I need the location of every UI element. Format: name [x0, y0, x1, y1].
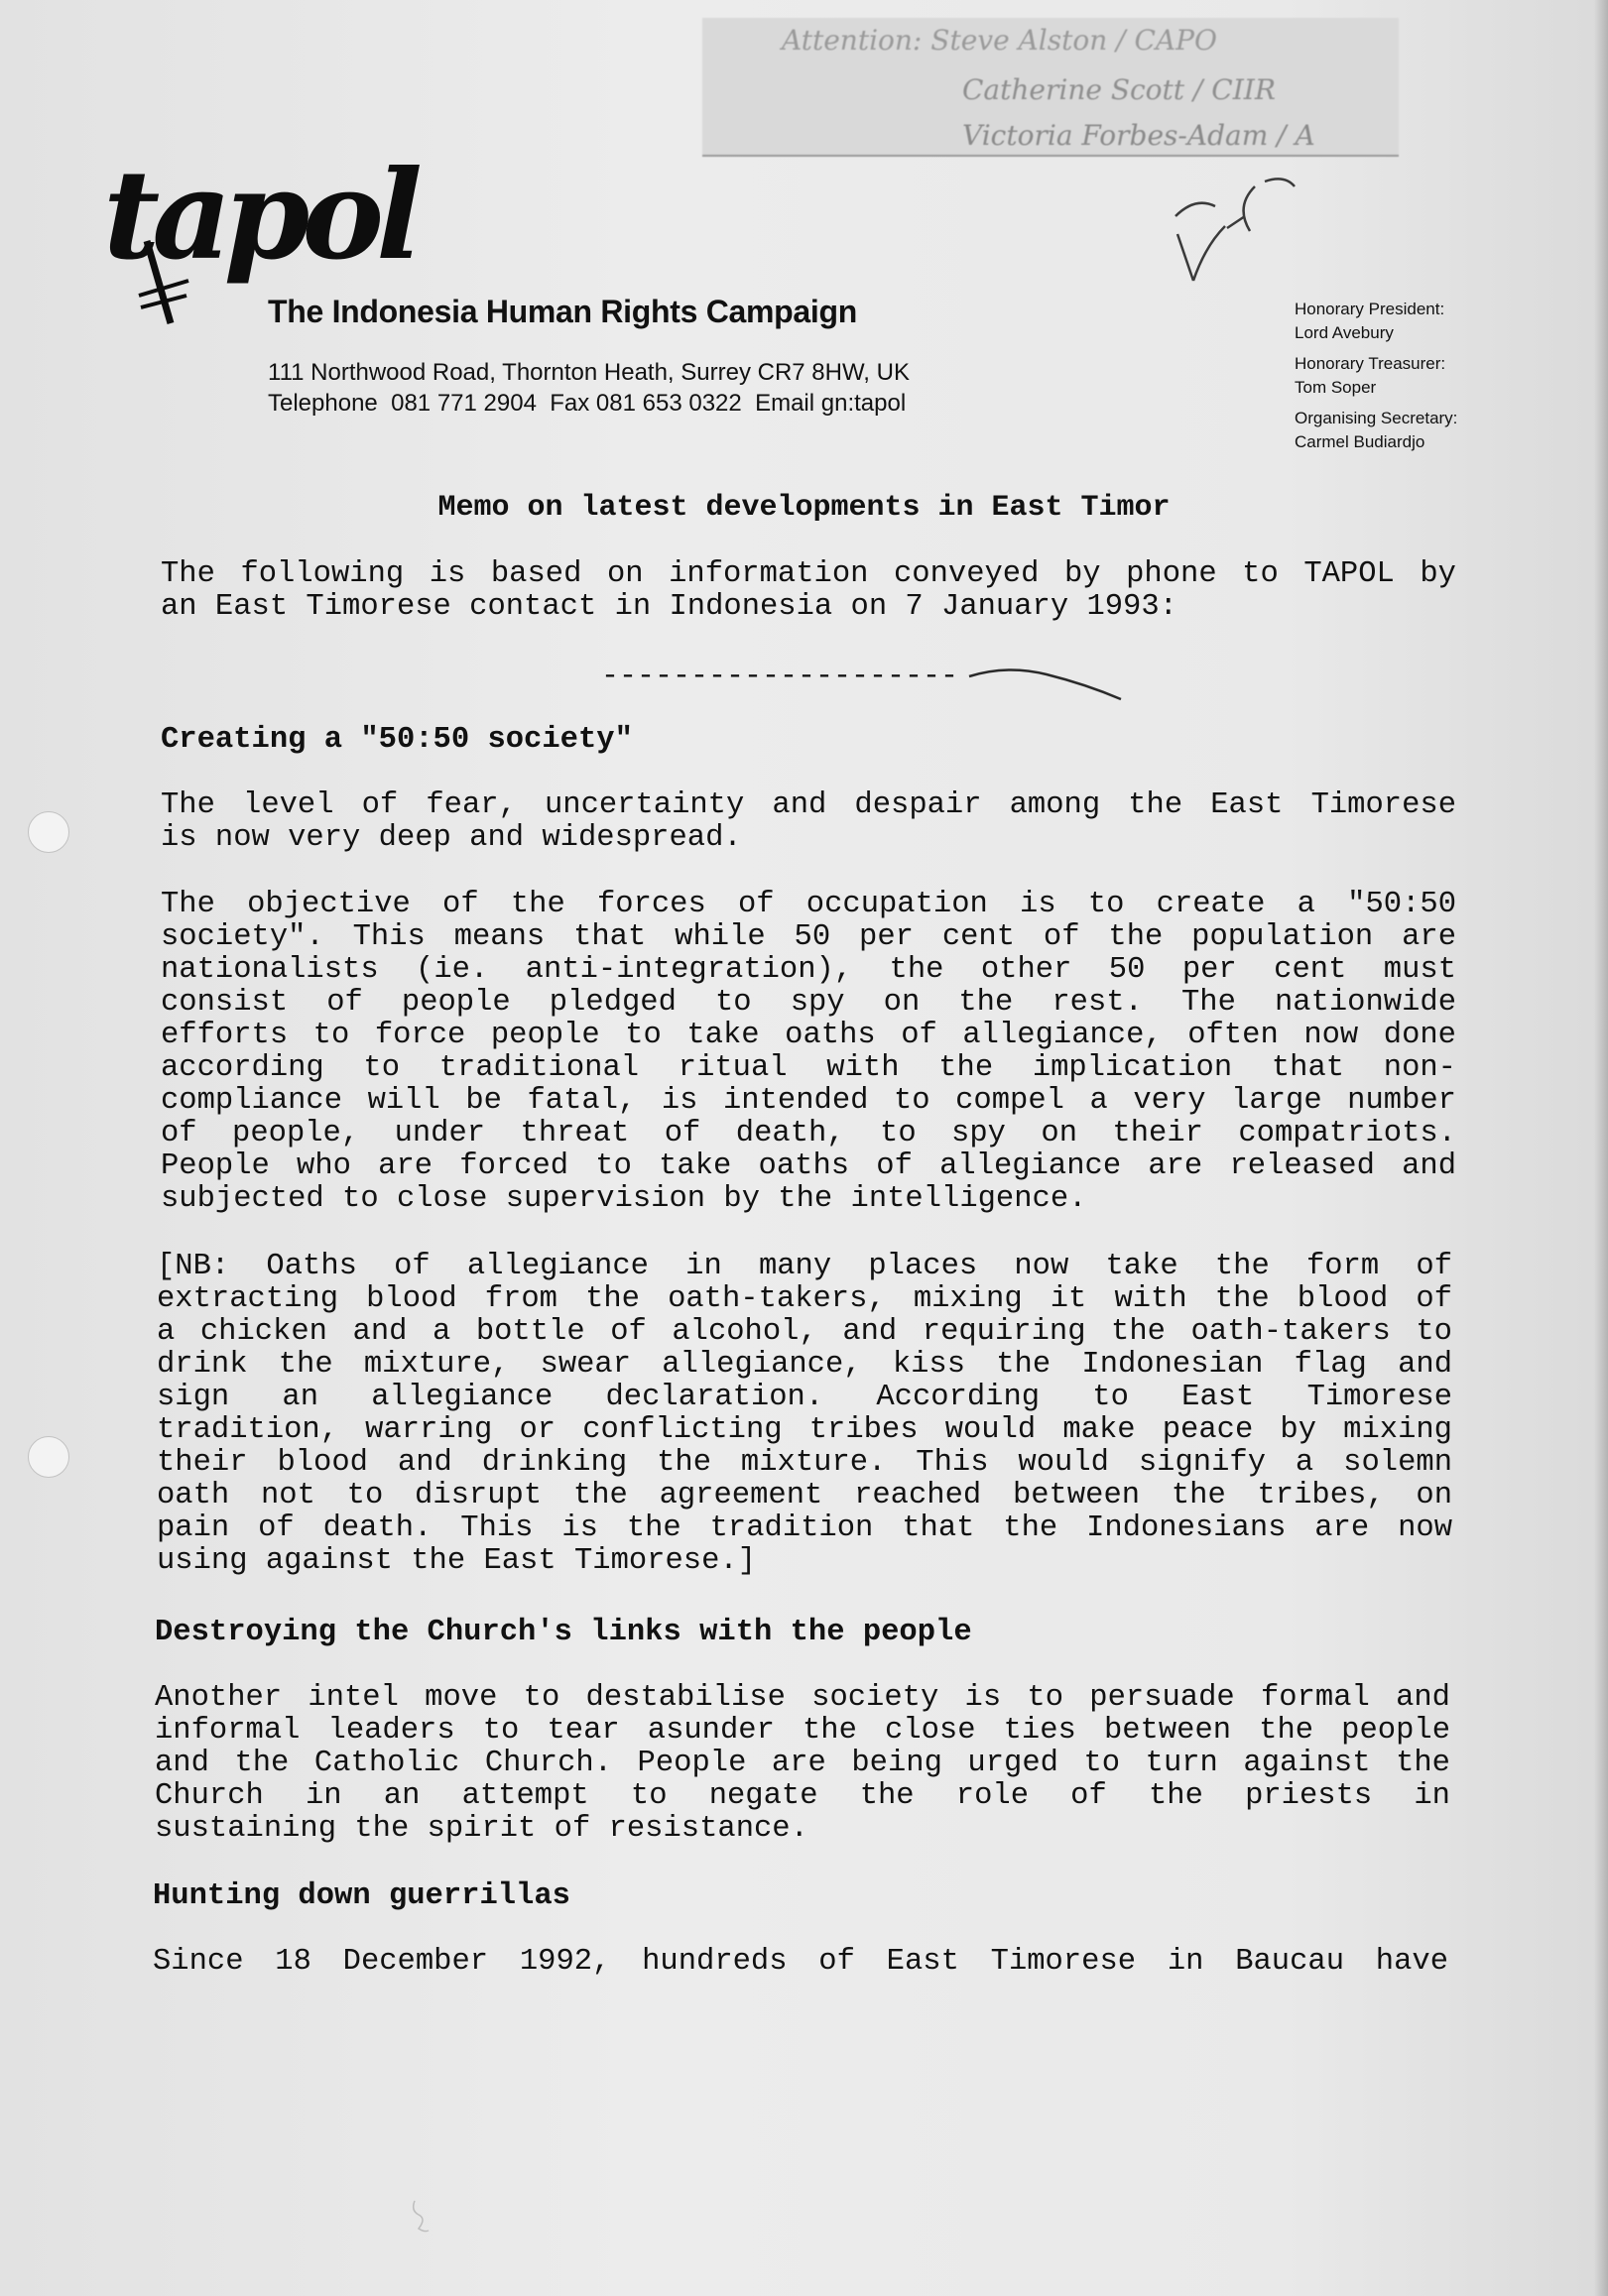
- paragraph-nb: [157, 1251, 1452, 1578]
- punch-hole: [28, 811, 69, 853]
- officer-role: Honorary President:: [1295, 300, 1445, 318]
- text-line: oath not to disrupt the agreement reached between the tribes, on: [157, 1479, 1452, 1512]
- org-address: 111 Northwood Road, Thornton Heath, Surrey CR7 8HW, UK: [268, 359, 910, 386]
- text-line: tradition, warring or conflicting tribes would make peace by mixing: [157, 1413, 1452, 1447]
- text-line: Since 18 December 1992, hundreds of East Timorese in Baucau have: [153, 1945, 1448, 1979]
- text-line: efforts to force people to take oaths of allegiance, often now done: [161, 1019, 1456, 1052]
- section-divider: --------------------: [601, 660, 959, 693]
- text-line: The level of fear, uncertainty and despair among the East Timorese: [161, 788, 1456, 822]
- text-line: is now very deep and widespread.: [161, 821, 742, 855]
- text-line: The following is based on information conveyed by phone to TAPOL by: [161, 557, 1456, 591]
- org-contact: Telephone 081 771 2904 Fax 081 653 0322 Email gn:tapol: [268, 390, 907, 417]
- memo-intro: [161, 558, 1456, 624]
- officer-name: Tom Soper: [1295, 378, 1377, 397]
- officer-role: Honorary Treasurer:: [1295, 354, 1446, 373]
- paragraph: [161, 789, 1456, 855]
- text-line: sustaining the spirit of resistance.: [155, 1812, 808, 1846]
- org-name: The Indonesia Human Rights Campaign: [268, 294, 858, 329]
- officer-treasurer: [1295, 352, 1457, 400]
- text-line: Church in an attempt to negate the role of the priests in: [155, 1779, 1450, 1813]
- text-line: People who are forced to take oaths of allegiance are released and: [161, 1149, 1456, 1183]
- handwritten-routing-note: [702, 18, 1399, 157]
- paragraph: [153, 1946, 1448, 1979]
- text-line: The objective of the forces of occupation is to create a "50:50: [161, 888, 1456, 921]
- officer-role: Organising Secretary:: [1295, 409, 1458, 427]
- handwritten-swoosh: [967, 655, 1136, 709]
- handwritten-mark: [1166, 177, 1324, 291]
- officer-name: Carmel Budiardjo: [1295, 432, 1425, 451]
- logo-wordmark: tapol: [103, 144, 416, 288]
- section-heading: Hunting down guerrillas: [153, 1879, 570, 1913]
- note-line-2: Catherine Scott / CIIR: [962, 73, 1276, 106]
- text-line: their blood and drinking the mixture. This would signify a solemn: [157, 1446, 1452, 1480]
- text-line: and the Catholic Church. People are being urged to turn against the: [155, 1747, 1450, 1780]
- text-line: Another intel move to destabilise society is to persuade formal and: [155, 1681, 1450, 1715]
- section-heading: Destroying the Church's links with the people: [155, 1616, 972, 1649]
- text-line: informal leaders to tear asunder the close ties between the people: [155, 1714, 1450, 1748]
- note-line-3: Victoria Forbes-Adam / A: [962, 119, 1315, 152]
- text-line: compliance will be fatal, is intended to compel a very large number: [161, 1084, 1456, 1118]
- text-line: subjected to close supervision by the intelligence.: [161, 1182, 1087, 1216]
- punch-hole: [28, 1436, 69, 1478]
- memo-title: Memo on latest developments in East Timor: [437, 491, 1171, 525]
- page-edge-shadow: [1594, 0, 1608, 2296]
- text-line: extracting blood from the oath-takers, mixing it with the blood of: [157, 1282, 1452, 1316]
- officers-list: [1295, 298, 1457, 461]
- text-line: sign an allegiance declaration. According to East Timorese: [157, 1381, 1452, 1414]
- text-line: a chicken and a bottle of alcohol, and requiring the oath-takers to: [157, 1315, 1452, 1349]
- text-line: drink the mixture, swear allegiance, kiss the Indonesian flag and: [157, 1348, 1452, 1382]
- text-line: an East Timorese contact in Indonesia on 7 January 1993:: [161, 590, 1177, 624]
- paragraph: [155, 1682, 1450, 1846]
- handwriting-scribble: [702, 18, 1399, 155]
- text-line: of people, under threat of death, to spy on their compatriots.: [161, 1117, 1456, 1150]
- text-line: pain of death. This is the tradition that the Indonesians are now: [157, 1511, 1452, 1545]
- note-line-1: Attention: Steve Alston / CAPO: [782, 24, 1217, 57]
- text-line: using against the East Timorese.]: [157, 1544, 756, 1578]
- section-heading: Creating a "50:50 society": [161, 723, 633, 757]
- text-line: [NB: Oaths of allegiance in many places now take the form of: [157, 1250, 1452, 1283]
- faint-pencil-mark: [407, 2197, 436, 2241]
- org-contact-block: [268, 357, 910, 419]
- text-line: society". This means that while 50 per cent of the population are: [161, 920, 1456, 954]
- officer-name: Lord Avebury: [1295, 323, 1394, 342]
- officer-secretary: [1295, 407, 1457, 454]
- paragraph: [161, 889, 1456, 1216]
- text-line: consist of people pledged to spy on the rest. The nationwide: [161, 986, 1456, 1020]
- text-line: according to traditional ritual with the implication that non-: [161, 1051, 1456, 1085]
- officer-president: [1295, 298, 1457, 345]
- text-line: nationalists (ie. anti-integration), the other 50 per cent must: [161, 953, 1456, 987]
